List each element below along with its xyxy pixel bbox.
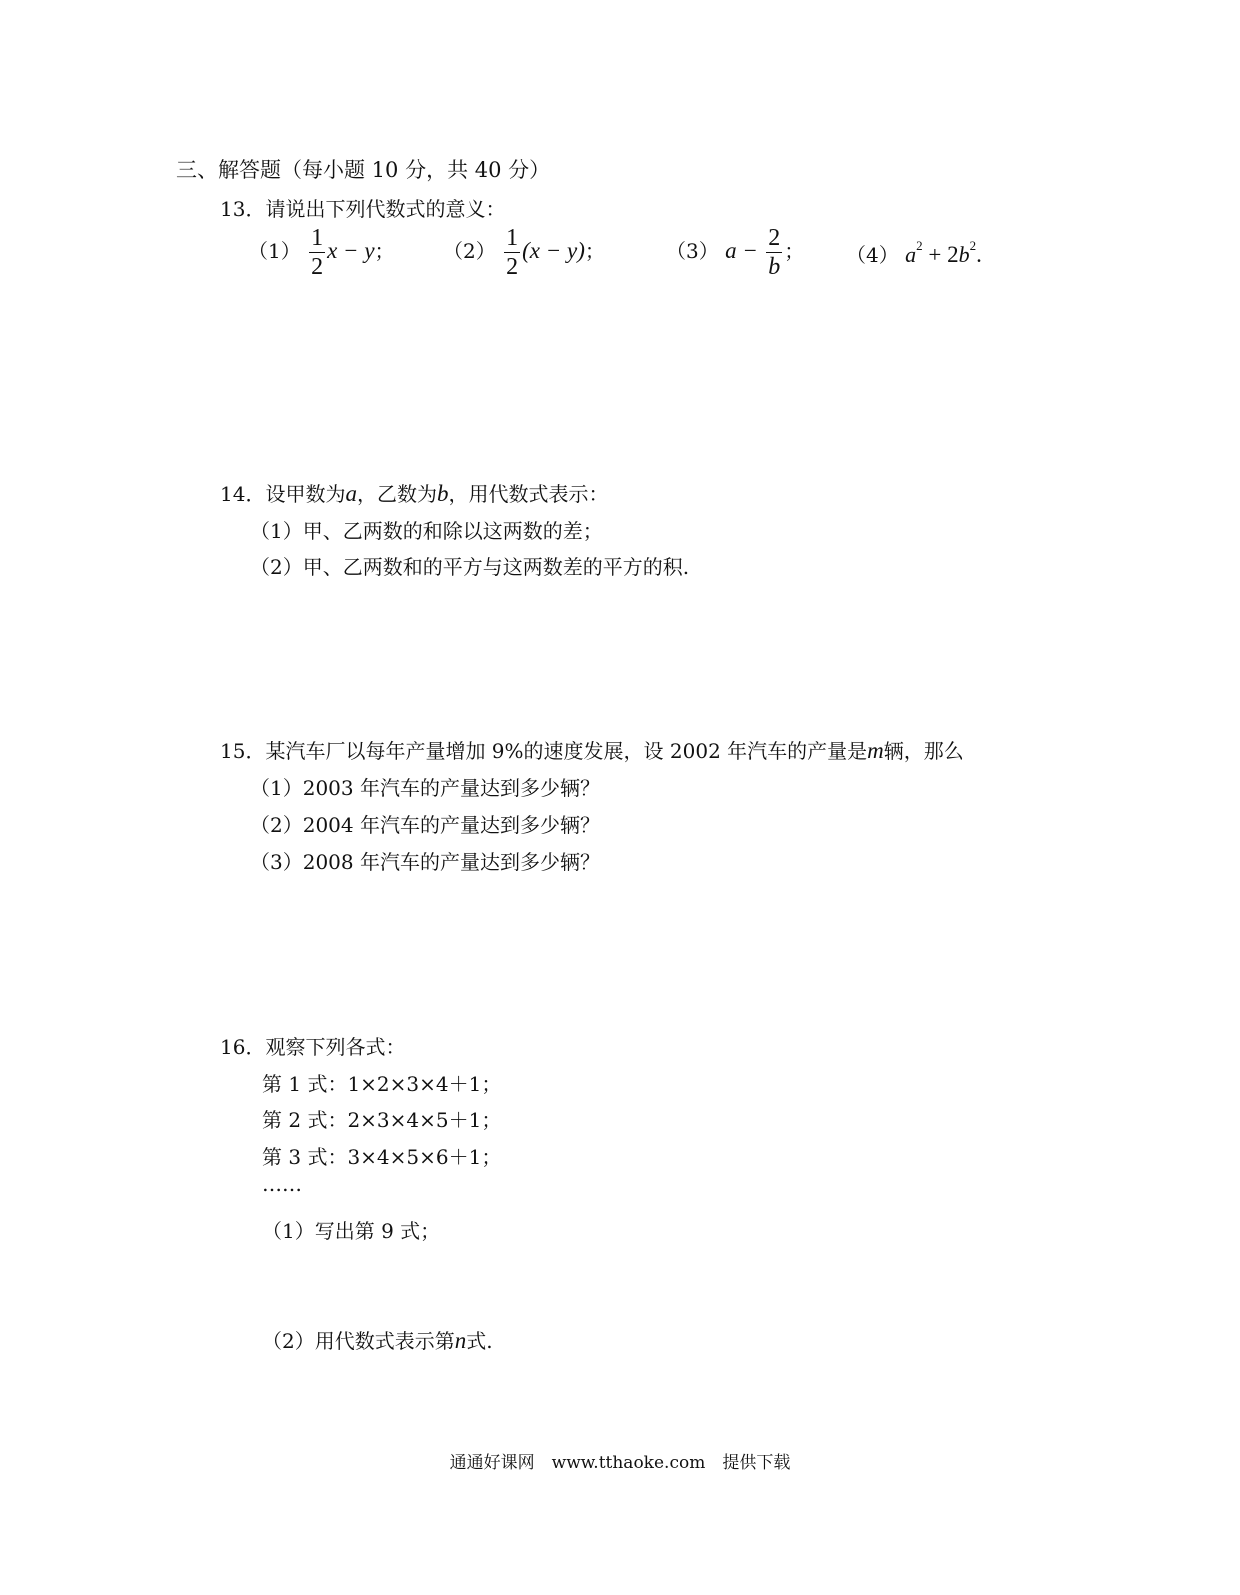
q13-item-2: （2） $\frac{1}{2}$ (x − y)； xyxy=(443,225,605,280)
fraction: $\frac{2}{b}$ xyxy=(768,225,781,280)
q14-sub-1: （1）甲、乙两数的和除以这两数的差； xyxy=(250,519,603,543)
question-13-stem: 13．请说出下列代数式的意义： xyxy=(220,197,506,221)
q16-sub-2: （2）用代数式表示第n式. xyxy=(262,1328,493,1353)
q16-ellipsis: …… xyxy=(262,1172,302,1196)
q13-item-3: （3） a − $\frac{2}{b}$ ； xyxy=(666,225,805,280)
fraction: $\frac{1}{2}$ xyxy=(311,225,324,280)
q14-sub-2: （2）甲、乙两数和的平方与这两数差的平方的积. xyxy=(250,555,690,579)
q13-item-1: （1） $\frac{1}{2}$ x − y； xyxy=(248,225,395,280)
q15-sub-1: （1）2003 年汽车的产量达到多少辆？ xyxy=(250,776,600,800)
q15-sub-3: （3）2008 年汽车的产量达到多少辆？ xyxy=(250,850,600,874)
section-title: 三、解答题（每小题 10 分，共 40 分） xyxy=(176,158,551,182)
question-15-stem: 15．某汽车厂以每年产量增加 9%的速度发展，设 2002 年汽车的产量是m辆，那么 xyxy=(220,738,964,763)
item-label: （1） xyxy=(248,239,301,263)
fraction: $\frac{1}{2}$ xyxy=(506,225,519,280)
question-14-stem: 14．设甲数为a，乙数为b，用代数式表示： xyxy=(220,481,609,506)
q16-line-3: 第 3 式：3×4×5×6＋1； xyxy=(262,1145,502,1169)
q15-sub-2: （2）2004 年汽车的产量达到多少辆？ xyxy=(250,813,600,837)
item-label: （2） xyxy=(443,239,496,263)
q13-item-4 xyxy=(846,238,982,268)
question-16-stem: 16．观察下列各式： xyxy=(220,1035,406,1059)
page-footer: 通通好课网 www.tthaoke.com 提供下载 xyxy=(449,1453,791,1473)
q16-line-2: 第 2 式：2×3×4×5＋1； xyxy=(262,1108,502,1132)
expression: $a^2 + 2b^2$. xyxy=(905,238,982,267)
q16-line-1: 第 1 式：1×2×3×4＋1； xyxy=(262,1072,502,1096)
item-label: （3） xyxy=(666,239,719,263)
item-label: （4） xyxy=(846,243,899,267)
q16-sub-1: （1）写出第 9 式； xyxy=(262,1219,441,1243)
